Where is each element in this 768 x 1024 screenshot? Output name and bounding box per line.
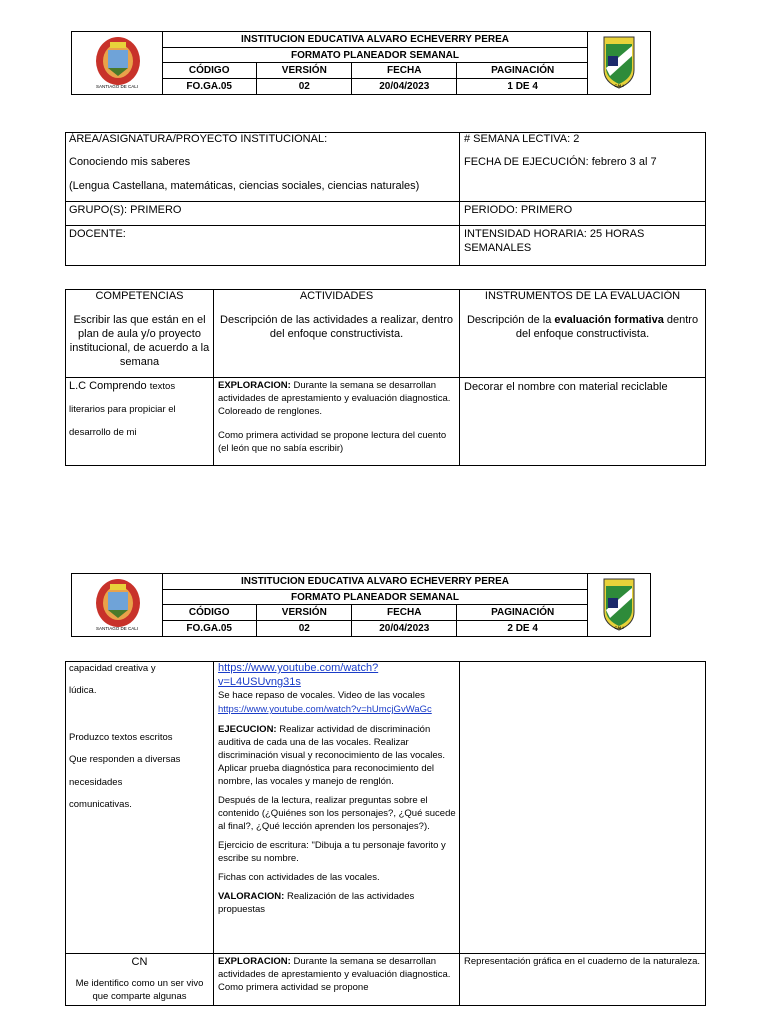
cn-label: CN xyxy=(131,956,148,968)
institution-name: INSTITUCION EDUCATIVA ALVARO ECHEVERRY PEREA xyxy=(162,32,588,47)
fecha-ejecucion: FECHA DE EJECUCIÓN: febrero 3 al 7 xyxy=(464,156,657,168)
city-shield-logo xyxy=(587,32,650,94)
competencia-ludica: lúdica. xyxy=(69,685,97,696)
header-table xyxy=(162,574,588,636)
actividades-description: Descripción de las actividades a realizar, dentro del enfoque constructivista. xyxy=(220,314,453,340)
header-competencias: COMPETENCIAS xyxy=(95,290,184,302)
competencia-lc-line-2: literarios para propiciar el xyxy=(69,404,176,415)
area-title: Conociendo mis saberes xyxy=(69,156,191,168)
header-actividades: ACTIVIDADES xyxy=(299,290,374,302)
video-link-2[interactable]: https://www.youtube.com/watch?v=hUmcjGvWaGc xyxy=(218,704,432,715)
docente: DOCENTE: xyxy=(69,228,126,240)
fecha-label: FECHA xyxy=(352,63,457,79)
codigo-label: CÓDIGO xyxy=(162,63,257,79)
fecha-label: FECHA xyxy=(352,605,457,621)
version-label: VERSIÓN xyxy=(257,63,352,79)
paginacion-value: 1 DE 4 xyxy=(457,79,588,94)
exploracion-lectura: Como primera actividad se propone lectura del cuento (el león que no sabía escribir) xyxy=(218,430,447,454)
exploracion-text: EXPLORACION: Durante la semana se desarrollan actividades de aprestamiento y evaluación diagnostica. Coloreado de renglones. xyxy=(218,380,451,417)
instrumentos-description: Descripción de la evaluación formativa dentro del enfoque constructivista. xyxy=(466,314,699,340)
activities-continued xyxy=(218,661,458,916)
despues-lectura: Después de la lectura, realizar preguntas sobre el contenido (¿Quiénes son los personajes?, ¿Qué sucede al final?, ¿Qué lección aprenden los personajes?). xyxy=(218,795,456,832)
intensidad-line-1: INTENSIDAD HORARIA: 25 HORAS xyxy=(464,228,645,240)
crest-caption: SANTIAGO DE CALI xyxy=(95,84,138,89)
grupo: GRUPO(S): PRIMERO xyxy=(69,204,182,216)
competencia-lc: L.C Comprendo textos xyxy=(69,380,176,392)
competencia-necesidades: necesidades xyxy=(69,777,123,788)
codigo-value: FO.GA.05 xyxy=(162,621,257,636)
format-name: FORMATO PLANEADOR SEMANAL xyxy=(162,47,588,63)
competencia-comunicativas: comunicativas. xyxy=(69,799,132,810)
header-table xyxy=(162,32,588,94)
periodo: PERIODO: PRIMERO xyxy=(464,204,573,216)
area-label: ÁREA/ASIGNATURA/PROYECTO INSTITUCIONAL: xyxy=(69,133,328,145)
paginacion-label: PAGINACIÓN xyxy=(457,63,588,79)
fecha-value: 20/04/2023 xyxy=(352,621,457,636)
city-shield-logo xyxy=(587,574,650,636)
instrumento-decorar: Decorar el nombre con material reciclable xyxy=(464,381,668,393)
competencias-description: Escribir las que están en el plan de aula y/o proyecto institucional, de acuerdo a la semana xyxy=(69,314,210,368)
semana-lectiva: # SEMANA LECTIVA: 2 xyxy=(464,133,580,145)
document-header-page-1 xyxy=(71,31,651,95)
competencia-lc-line-3: desarrollo de mi xyxy=(69,427,137,438)
crest-caption: SANTIAGO DE CALI xyxy=(95,626,138,631)
fichas-vocales: Fichas con actividades de las vocales. xyxy=(218,872,380,883)
video-link-1[interactable]: https://www.youtube.com/watch?v=L4USUvng31s xyxy=(218,662,379,688)
school-crest-logo xyxy=(72,32,163,94)
repaso-vocales: Se hace repaso de vocales. Video de las vocales xyxy=(218,690,425,701)
cn-competencia: Me identifico como un ser vivo que comparte algunas xyxy=(75,978,204,1002)
info-table xyxy=(65,132,706,266)
format-name: FORMATO PLANEADOR SEMANAL xyxy=(162,589,588,605)
cn-exploracion: EXPLORACION: Durante la semana se desarrollan actividades de aprestamiento y evaluación diagnostica. Como primera actividad se propone xyxy=(218,956,451,993)
codigo-label: CÓDIGO xyxy=(162,605,257,621)
competencia-responden: Que responden a diversas xyxy=(69,754,181,765)
ejecucion-text: EJECUCION: Realizar actividad de discriminación auditiva de cada una de las vocales. Realizar discriminación visual y reconocimiento de las vocales. Aplicar prueba diagnóstica para reconocimiento del nombre, las vocales y manejo de renglón. xyxy=(218,724,446,787)
paginacion-label: PAGINACIÓN xyxy=(457,605,588,621)
version-label: VERSIÓN xyxy=(257,605,352,621)
version-value: 02 xyxy=(257,79,352,94)
competencia-creativa: capacidad creativa y xyxy=(69,663,156,674)
school-crest-logo xyxy=(72,574,163,636)
codigo-value: FO.GA.05 xyxy=(162,79,257,94)
valoracion-text: VALORACION: Realización de las actividades propuestas xyxy=(218,891,415,915)
cn-instrumento: Representación gráfica en el cuaderno de la naturaleza. xyxy=(464,956,701,967)
ejercicio-escritura: Ejercicio de escritura: "Dibuja a tu personaje favorito y escribe su nombre. xyxy=(218,840,446,864)
header-instrumentos: INSTRUMENTOS DE LA EVALUACIÓN xyxy=(484,290,681,302)
institution-name: INSTITUCION EDUCATIVA ALVARO ECHEVERRY PEREA xyxy=(162,574,588,589)
version-value: 02 xyxy=(257,621,352,636)
fecha-value: 20/04/2023 xyxy=(352,79,457,94)
area-detail: (Lengua Castellana, matemáticas, ciencias sociales, ciencias naturales) xyxy=(69,180,420,192)
document-header-page-2 xyxy=(71,573,651,637)
shield-caption: CALI xyxy=(614,83,624,88)
intensidad-line-2: SEMANALES xyxy=(464,242,532,254)
competencia-produzco: Produzco textos escritos xyxy=(69,732,173,743)
shield-caption: CALI xyxy=(614,625,624,630)
paginacion-value: 2 DE 4 xyxy=(457,621,588,636)
